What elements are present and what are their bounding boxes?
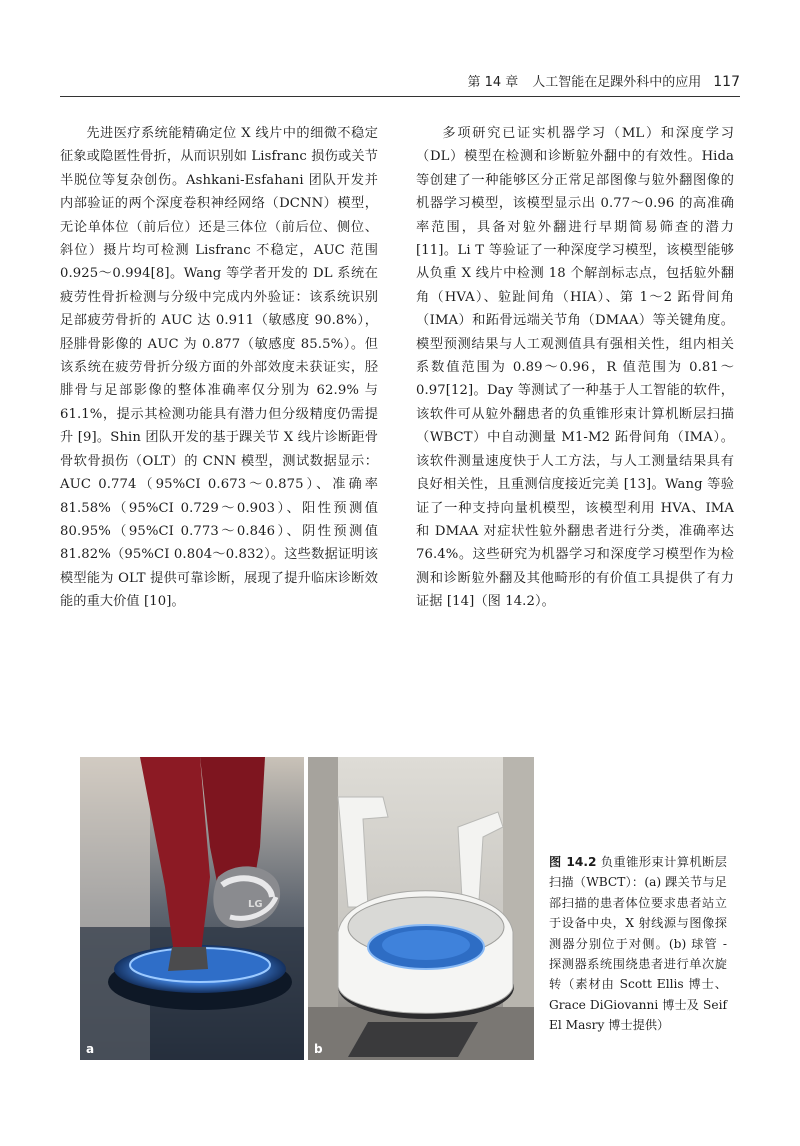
right-column: [416, 122, 734, 614]
photo-panel-b: [308, 757, 534, 1060]
running-header: [60, 68, 740, 92]
panel-a-label: a: [86, 1042, 95, 1056]
page-number: 117: [713, 74, 740, 90]
left-column: [60, 122, 378, 614]
figure-14-2: [80, 757, 534, 1060]
wbct-patient-photo: [80, 757, 304, 1060]
chapter-title: 人工智能在足踝外科中的应用: [532, 75, 702, 90]
header-right: [467, 71, 740, 90]
chapter-label: 第 14 章: [467, 75, 519, 90]
right-paragraph: 多项研究已证实机器学习（ML）和深度学习（DL）模型在检测和诊断䠴外翻中的有效性。Hida 等创建了一种能够区分正常足部图像与䠴外翻图像的机器学习模型，该模型显示出 0.77～0.96 的高准确率范围，具备对䠴外翻进行早期简易筛查的潜力 [11]。Li T 等验证了一种深度学习模型，该模型能够从负重 X 线片中检测 18 个解剖标志点，包括䠴外翻角（HVA）、䠴趾间角（HIA）、第 1～2 跖骨间角（IMA）和跖骨远端关节角（DMAA）等关键角度。模型预测结果与人工观测值具有强相关性，组内相关系数值范围为 0.89～0.96，R 值范围为 0.81～0.97[12]。Day 等测试了一种基于人工智能的软件，该软件可从䠴外翻患者的负重锥形束计算机断层扫描（WBCT）中自动测量 M1-M2 跖骨间角（IMA）。该软件测量速度快于人工方法，与人工测量结果具有良好相关性，且重测信度接近完美 [13]。Wang 等验证了一种支持向量机模型，该模型利用 HVA、IMA 和 DMAA 对症状性䠴外翻患者进行分类，准确率达 76.4%。这些研究为机器学习和深度学习模型作为检测和诊断䠴外翻及其他畸形的有价值工具提供了有力证据 [14]（图 14.2）。: [416, 126, 734, 610]
header-rule: [60, 96, 740, 97]
wbct-device-photo: [308, 757, 534, 1060]
sock-text: LG: [248, 899, 263, 910]
caption-text: 负重锥形束计算机断层扫描（WBCT）：(a) 踝关节与足部扫描的患者体位要求患者站立于设备中央，X 射线源与图像探测器分别位于对侧。(b) 球管 - 探测器系统围绕患者进行单次旋转（素材由 Scott Ellis 博士、Grace DiGiovanni 博士及 Seif El Masry 博士提供）: [549, 855, 727, 1033]
panel-b-label: b: [314, 1042, 323, 1056]
caption-figure-number: 图 14.2: [549, 855, 597, 869]
left-paragraph: 先进医疗系统能精确定位 X 线片中的细微不稳定征象或隐匿性骨折，从而识别如 Lisfranc 损伤或关节半脱位等复杂创伤。Ashkani-Esfahani 团队开发并内部验证的两个深度卷积神经网络（DCNN）模型，无论单体位（前后位）还是三体位（前后位、侧位、斜位）摄片均可检测 Lisfranc 不稳定，AUC 范围 0.925～0.994[8]。Wang 等学者开发的 DL 系统在疲劳性骨折检测与分级中完成内外验证：该系统识别足部疲劳骨折的 AUC 达 0.911（敏感度 90.8%），胫腓骨影像的 AUC 为 0.877（敏感度 85.5%）。但该系统在疲劳骨折分级方面的外部效度未获证实，胫腓骨与足部影像的整体准确率仅分别为 62.9% 与 61.1%，提示其检测功能具有潜力但分级精度仍需提升 [9]。Shin 团队开发的基于踝关节 X 线片诊断距骨骨软骨损伤（OLT）的 CNN 模型，测试数据显示：AUC 0.774（95%CI 0.673～0.875）、准确率 81.58%（95%CI 0.729～0.903）、阳性预测值 80.95%（95%CI 0.773～0.846）、阴性预测值 81.82%（95%CI 0.804～0.832）。这些数据证明该模型能为 OLT 提供可靠诊断，展现了提升临床诊断效能的重大价值 [10]。: [60, 126, 378, 610]
figure-caption: [549, 852, 727, 1036]
photo-panel-a: [80, 757, 304, 1060]
